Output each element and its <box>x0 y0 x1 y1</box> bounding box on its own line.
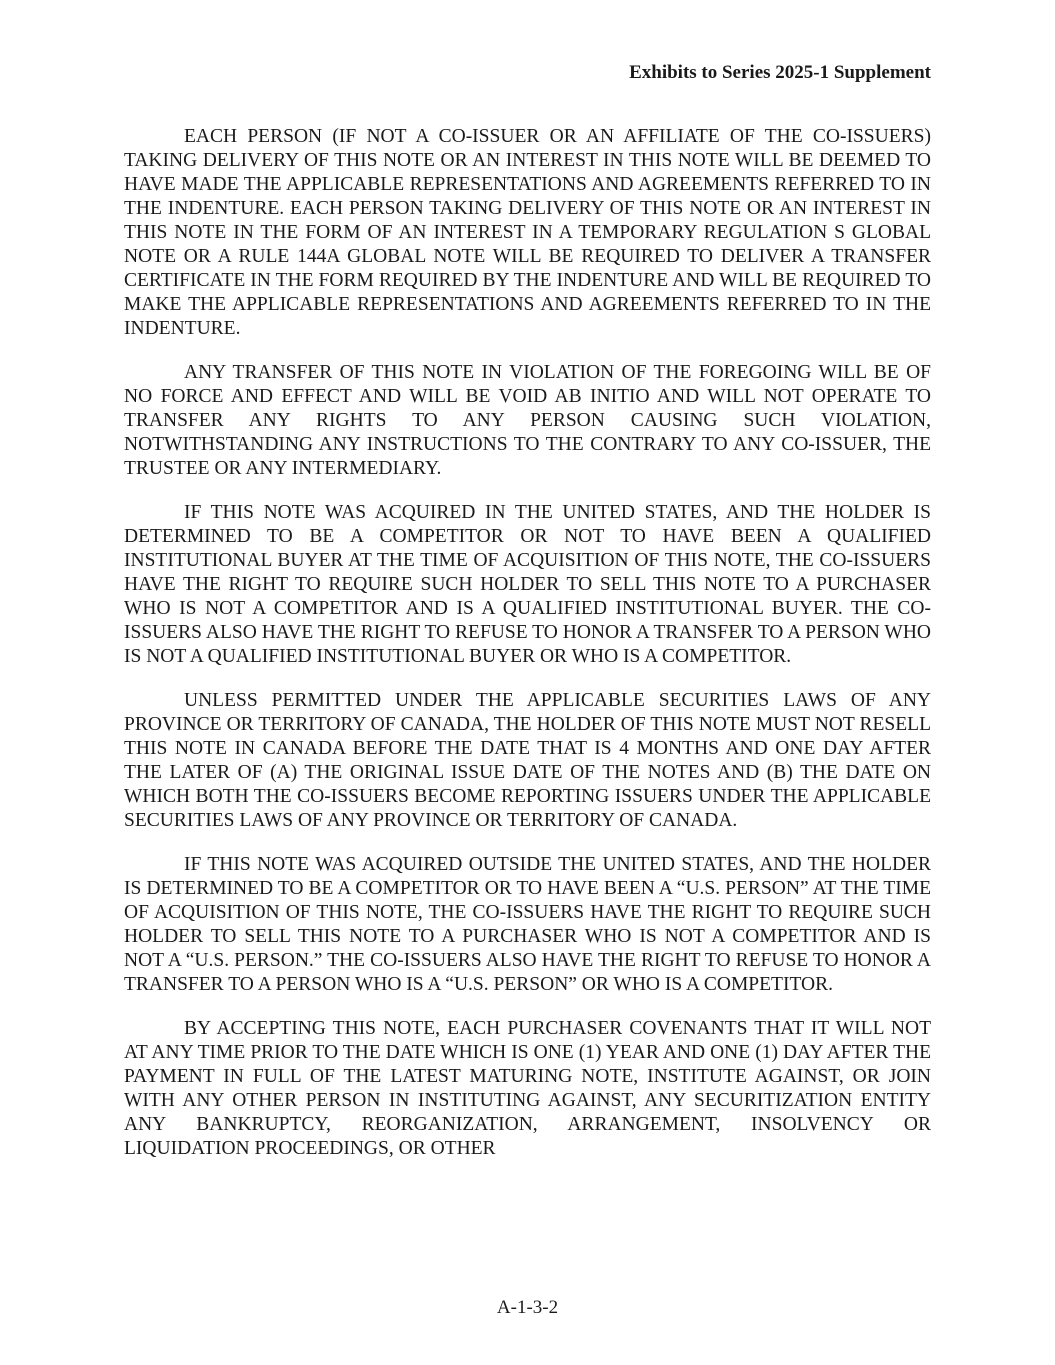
page-number: A-1-3-2 <box>496 1297 559 1318</box>
document-body <box>124 125 931 1181</box>
paragraph-us-acquisition: IF THIS NOTE WAS ACQUIRED IN THE UNITED STATES, AND THE HOLDER IS DETERMINED TO BE A COMPETITOR OR NOT TO HAVE BEEN A QUALIFIED INSTITUTIONAL BUYER AT THE TIME OF ACQUISITION OF THIS NOTE, THE CO-ISSUERS HAVE THE RIGHT TO REQUIRE SUCH HOLDER TO SELL THIS NOTE TO A PURCHASER WHO IS NOT A COMPETITOR AND IS A QUALIFIED INSTITUTIONAL BUYER. THE CO-ISSUERS ALSO HAVE THE RIGHT TO REFUSE TO HONOR A TRANSFER TO A PERSON WHO IS NOT A QUALIFIED INSTITUTIONAL BUYER OR WHO IS A COMPETITOR. <box>124 502 931 667</box>
paragraph-non-us-acquisition: IF THIS NOTE WAS ACQUIRED OUTSIDE THE UNITED STATES, AND THE HOLDER IS DETERMINED TO BE A COMPETITOR OR TO HAVE BEEN A “U.S. PERSON” AT THE TIME OF ACQUISITION OF THIS NOTE, THE CO-ISSUERS HAVE THE RIGHT TO REQUIRE SUCH HOLDER TO SELL THIS NOTE TO A PURCHASER WHO IS NOT A COMPETITOR AND IS NOT A “U.S. PERSON.” THE CO-ISSUERS ALSO HAVE THE RIGHT TO REFUSE TO HONOR A TRANSFER TO A PERSON WHO IS A “U.S. PERSON” OR WHO IS A COMPETITOR. <box>124 854 931 995</box>
paragraph-canada-resale: UNLESS PERMITTED UNDER THE APPLICABLE SECURITIES LAWS OF ANY PROVINCE OR TERRITORY OF CANADA, THE HOLDER OF THIS NOTE MUST NOT RESELL THIS NOTE IN CANADA BEFORE THE DATE THAT IS 4 MONTHS AND ONE DAY AFTER THE LATER OF (A) THE ORIGINAL ISSUE DATE OF THE NOTES AND (B) THE DATE ON WHICH BOTH THE CO-ISSUERS BECOME REPORTING ISSUERS UNDER THE APPLICABLE SECURITIES LAWS OF ANY PROVINCE OR TERRITORY OF CANADA. <box>124 690 931 831</box>
page-header: Exhibits to Series 2025-1 Supplement <box>629 62 931 83</box>
paragraph-bankruptcy-covenant: BY ACCEPTING THIS NOTE, EACH PURCHASER COVENANTS THAT IT WILL NOT AT ANY TIME PRIOR TO THE DATE WHICH IS ONE (1) YEAR AND ONE (1) DAY AFTER THE PAYMENT IN FULL OF THE LATEST MATURING NOTE, INSTITUTE AGAINST, OR JOIN WITH ANY OTHER PERSON IN INSTITUTING AGAINST, ANY SECURITIZATION ENTITY ANY BANKRUPTCY, REORGANIZATION, ARRANGEMENT, INSOLVENCY OR LIQUIDATION PROCEEDINGS, OR OTHER <box>124 1018 931 1159</box>
paragraph-delivery-representations: EACH PERSON (IF NOT A CO-ISSUER OR AN AFFILIATE OF THE CO-ISSUERS) TAKING DELIVERY OF THIS NOTE OR AN INTEREST IN THIS NOTE WILL BE DEEMED TO HAVE MADE THE APPLICABLE REPRESENTATIONS AND AGREEMENTS REFERRED TO IN THE INDENTURE. EACH PERSON TAKING DELIVERY OF THIS NOTE OR AN INTEREST IN THIS NOTE IN THE FORM OF AN INTEREST IN A TEMPORARY REGULATION S GLOBAL NOTE OR A RULE 144A GLOBAL NOTE WILL BE REQUIRED TO DELIVER A TRANSFER CERTIFICATE IN THE FORM REQUIRED BY THE INDENTURE AND WILL BE REQUIRED TO MAKE THE APPLICABLE REPRESENTATIONS AND AGREEMENTS REFERRED TO IN THE INDENTURE. <box>124 126 931 339</box>
paragraph-transfer-violation: ANY TRANSFER OF THIS NOTE IN VIOLATION OF THE FOREGOING WILL BE OF NO FORCE AND EFFECT AND WILL BE VOID AB INITIO AND WILL NOT OPERATE TO TRANSFER ANY RIGHTS TO ANY PERSON CAUSING SUCH VIOLATION, NOTWITHSTANDING ANY INSTRUCTIONS TO THE CONTRARY TO ANY CO-ISSUER, THE TRUSTEE OR ANY INTERMEDIARY. <box>124 362 931 479</box>
